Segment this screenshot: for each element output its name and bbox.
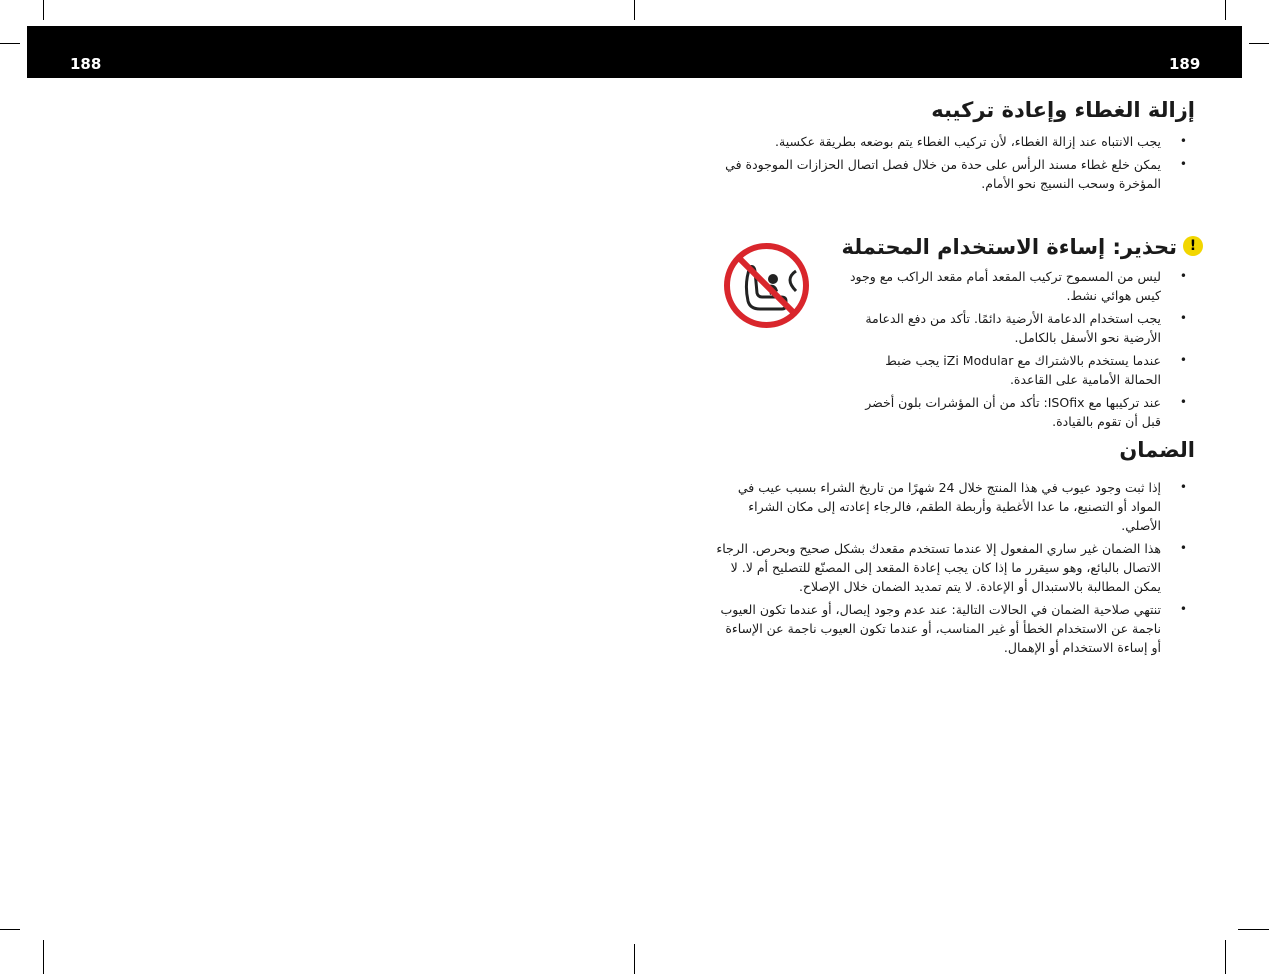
cover-removal-section xyxy=(695,96,1195,197)
cover-removal-title: إزالة الغطاء وإعادة تركيبه xyxy=(931,98,1195,122)
crop-mark xyxy=(634,0,635,20)
list-item: • يمكن خلع غطاء مسند الرأس على حدة من خلال فصل اتصال الحزازات الموجودة في المؤخرة وسحب النسيج نحو الأمام. xyxy=(725,155,1195,193)
list-item: • يجب الانتباه عند إزالة الغطاء، لأن تركيب الغطاء يتم بوضعه بطريقة عكسية. xyxy=(725,132,1195,151)
warning-title: تحذير: إساءة الاستخدام المحتملة xyxy=(841,235,1177,259)
left-page-number: 188 xyxy=(70,55,102,73)
warning-icon: ! xyxy=(1183,236,1203,256)
warranty-list xyxy=(715,478,1195,657)
crop-mark xyxy=(0,43,20,44)
crop-mark xyxy=(43,0,44,20)
warranty-section xyxy=(695,436,1195,661)
crop-mark xyxy=(1238,929,1269,930)
crop-mark xyxy=(1249,43,1269,44)
crop-mark xyxy=(634,944,635,974)
crop-mark xyxy=(43,940,44,974)
list-item: • عندما يستخدم بالاشتراك مع iZi Modular يجب ضبط الحمالة الأمامية على القاعدة. xyxy=(847,351,1195,389)
right-page-number: 189 xyxy=(1169,55,1201,73)
list-item: • إذا ثبت وجود عيوب في هذا المنتج خلال 24 شهرًا من تاريخ الشراء بسبب عيب في المواد أو التصنيع، ما عدا الأغطية وأربطة الطقم، فالرجاء إعادته إلى مكان الشراء الأصلي. xyxy=(715,478,1195,535)
no-rear-facing-seat-with-airbag-icon xyxy=(724,243,809,328)
warranty-title: الضمان xyxy=(1119,438,1195,462)
crop-mark xyxy=(1225,0,1226,20)
crop-mark xyxy=(1225,940,1226,974)
list-item: • ليس من المسموح تركيب المقعد أمام مقعد الراكب مع وجود كيس هوائي نشط. xyxy=(847,267,1195,305)
cover-removal-list xyxy=(725,132,1195,193)
list-item: • عند تركيبها مع ISOfix: تأكد من أن المؤشرات بلون أخضر قبل أن تقوم بالقيادة. xyxy=(847,393,1195,431)
crop-mark xyxy=(0,929,20,930)
header-bar xyxy=(27,26,1242,78)
list-item: • تنتهي صلاحية الضمان في الحالات التالية: عند عدم وجود إيصال، أو عندما تكون العيوب ناجمة عن الاستخدام الخطأ أو غير المناسب، أو عندما تكون العيوب ناجمة عن الإساءة أو إساءة الاستخدام أو الإهمال. xyxy=(715,600,1195,657)
warning-list xyxy=(847,267,1195,431)
list-item: • هذا الضمان غير ساري المفعول إلا عندما تستخدم مقعدك بشكل صحيح وبحرص. الرجاء الاتصال بالبائع، وهو سيقرر ما إذا كان يجب إعادة المقعد إلى المصنّع للتصليح أم لا. لا يمكن المطالبة بالاستبدال أو الإعادة. لا يتم تمديد الضمان خلال الإصلاح. xyxy=(715,539,1195,596)
list-item: • يجب استخدام الدعامة الأرضية دائمًا. تأكد من دفع الدعامة الأرضية نحو الأسفل بالكامل. xyxy=(847,309,1195,347)
